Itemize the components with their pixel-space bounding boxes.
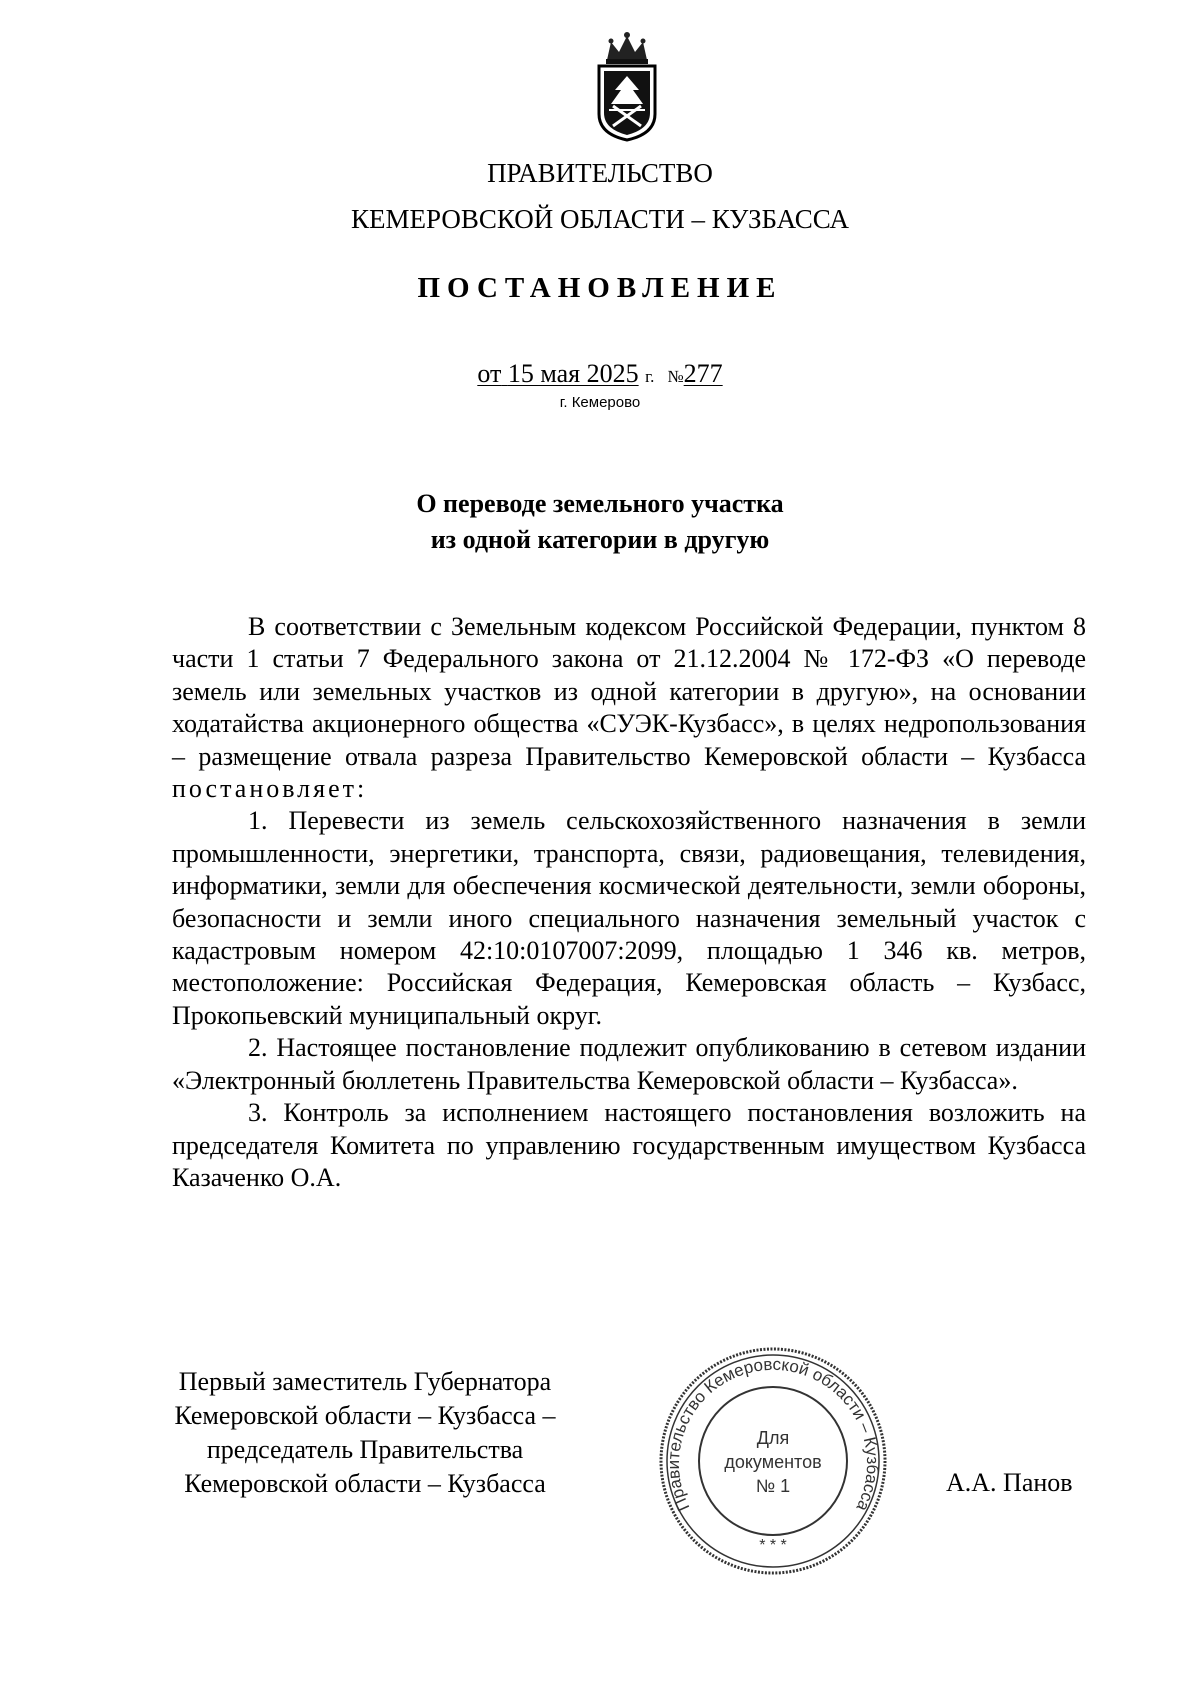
item-3-paragraph: 3. Контроль за исполнением настоящего постановления возложить на председателя Комитета по управлению государственным имуществом Кузбасса Казаченко О.А. [172,1098,1086,1192]
position-line: Кемеровской области – Кузбасса – [174,1401,556,1430]
document-title-line1: О переводе земельного участка [416,489,784,518]
date-prefix: от [477,359,502,388]
number-sign: № [667,367,684,386]
position-line: председатель Правительства [206,1435,524,1464]
document-number: 277 [683,359,723,388]
position-line: Кемеровской области – Кузбасса [184,1469,546,1498]
item-1-paragraph: 1. Перевести из земель сельскохозяйственного назначения в земли промышленности, энергетики, транспорта, связи, радиовещания, телевидения, информатики, земли для обеспечения космической деятельности, земли обороны, безопасности и земли иного специального назначения земельный участок с кадастровым номером 42:10:0107007:2099, площадью 1 346 кв. метров, местоположение: Российская Федерация, Кемеровская область – Кузбасс, Прокопьевский муниципальный округ. [172,806,1086,1030]
coat-of-arms-icon [593,30,661,142]
organization-region: КЕМЕРОВСКОЙ ОБЛАСТИ – КУЗБАССА [351,204,849,234]
seal-ring-text: Правительство Кемеровской области – Кузбасса [663,1354,883,1515]
document-type: ПОСТАНОВЛЕНИЕ [417,272,783,304]
seal-center-line: Для [756,1428,790,1448]
signatory-position [140,1365,590,1501]
organization-name: ПРАВИТЕЛЬСТВО [487,158,713,188]
intro-text: В соответствии с Земельным кодексом Российской Федерации, пунктом 8 части 1 статьи 7 Федерального закона от 21.12.2004 № 172-ФЗ «О переводе земель или земельных участков из одной категории в другую», на основании ходатайства акционерного общества «СУЭК-Кузбасс», в целях недропользования – размещение отвала разреза Правительство Кемеровской области – Кузбасса [172,612,1086,771]
position-line: Первый заместитель Губернатора [178,1367,552,1396]
intro-paragraph [172,611,1086,805]
year-suffix: г. [645,367,655,386]
document-date: 15 мая 2025 [507,359,639,388]
city-name: г. Кемерово [559,394,641,411]
seal-center-line: документов [724,1452,822,1472]
seal-stars: * * * [759,1537,787,1554]
intro-verb: постановляет: [172,774,368,804]
document-title-line2: из одной категории в другую [430,525,770,554]
seal-center-line: № 1 [755,1476,791,1496]
item-2-paragraph: 2. Настоящее постановление подлежит опубликованию в сетевом издании «Электронный бюллетень Правительства Кемеровской области – Кузбасса». [172,1033,1086,1095]
date-number-line [0,357,1200,394]
signatory-name: А.А. Панов [946,1468,1073,1497]
document-body [172,611,1086,1194]
official-seal-stamp [658,1346,888,1576]
